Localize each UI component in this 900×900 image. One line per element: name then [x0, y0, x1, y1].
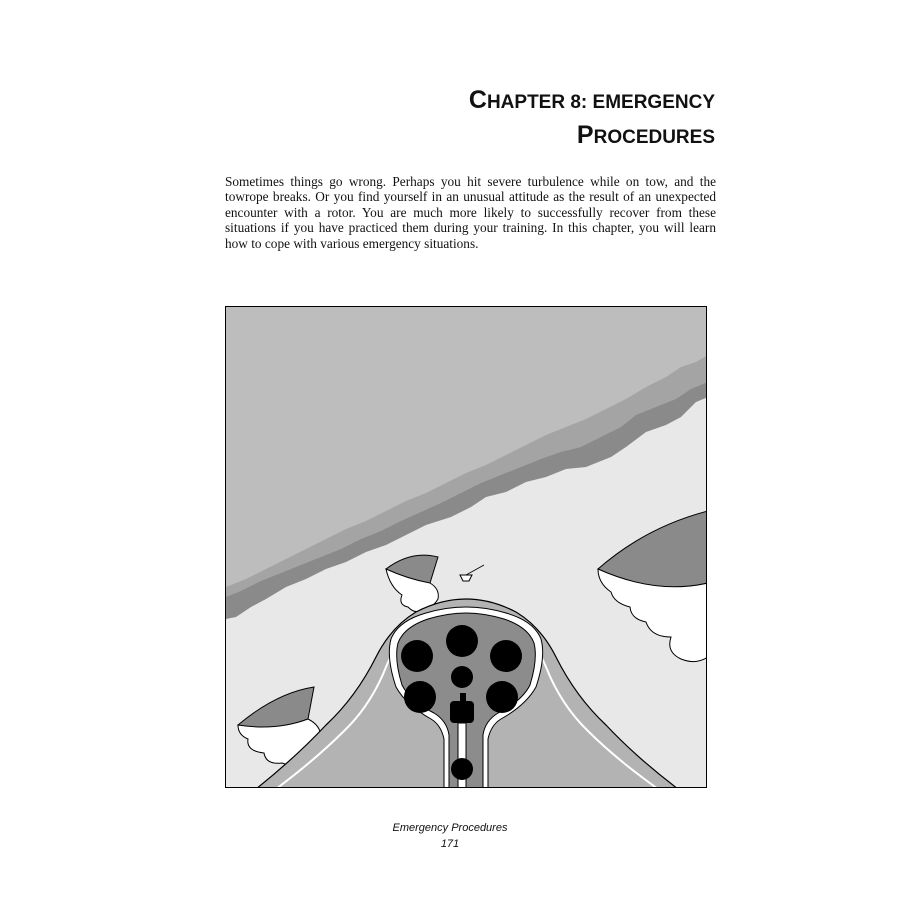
- page-number: 171: [440, 838, 460, 850]
- title-smallcaps-2: MERGENCY: [605, 92, 715, 113]
- instrument-upper-right-icon: [490, 640, 522, 672]
- instrument-upper-left-icon: [401, 640, 433, 672]
- chapter-title: [469, 84, 715, 154]
- title-cap-p: P: [576, 121, 594, 149]
- title-cap-c: C: [468, 86, 487, 114]
- title-smallcaps-1: HAPTER 8: E: [486, 92, 606, 113]
- chapter-title-line-1: [469, 84, 715, 119]
- instrument-bottom-icon: [451, 758, 473, 780]
- instrument-center-icon: [451, 666, 473, 688]
- chapter-title-line-2: [469, 119, 715, 154]
- instrument-lower-left-icon: [404, 681, 436, 713]
- stick-base-icon: [450, 701, 474, 723]
- footer-title: Emergency Procedures: [392, 822, 508, 834]
- cockpit-illustration: [225, 306, 707, 788]
- instrument-top-icon: [446, 625, 478, 657]
- instrument-lower-right-icon: [486, 681, 518, 713]
- title-smallcaps-3: ROCEDURES: [593, 127, 715, 148]
- cockpit-illustration-svg: [226, 307, 707, 788]
- intro-paragraph: Sometimes things go wrong. Perhaps you hit severe turbulence while on tow, and the towrope breaks. Or you find yourself in an unusual attitude as the result of an unexpected encounter with a rotor. You are much more likely to successfully recover from these situations if you have practiced them during your training. In this chapter, you will learn how to cope with various emergency situations.: [225, 174, 716, 251]
